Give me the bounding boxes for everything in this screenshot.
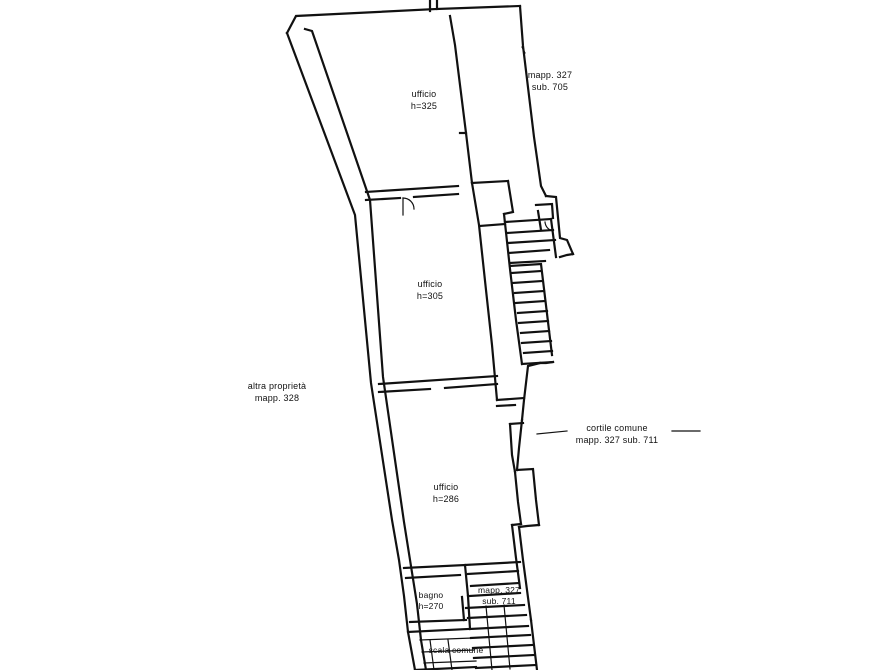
parcel-label-altra-proprieta-mapp: mapp. 328 (254, 393, 300, 403)
room-label-ufficio-2-height: h=305 (416, 291, 444, 301)
parcel-label-cortile-comune (576, 422, 659, 446)
room-label-ufficio-1-name: ufficio (411, 89, 437, 99)
room-label-ufficio-3-height: h=286 (432, 494, 460, 504)
parcel-label-altra-proprieta (248, 380, 307, 404)
room-label-ufficio-2 (417, 278, 443, 302)
room-label-bagno-name: bagno (418, 590, 444, 600)
parcel-label-cortile-comune-name: cortile comune (586, 423, 648, 433)
parcel-label-cortile-comune-mapp: mapp. 327 sub. 711 (575, 435, 659, 445)
parcel-label-mapp-327-sub-705 (528, 69, 572, 93)
room-label-ufficio-1-height: h=325 (410, 101, 438, 111)
area-label-scala-comune (429, 645, 484, 656)
parcel-label-mapp-327-sub-711-mapp: mapp. 327 (478, 585, 520, 595)
room-label-ufficio-3-name: ufficio (433, 482, 459, 492)
room-label-ufficio-3 (433, 481, 459, 505)
room-label-ufficio-1 (411, 88, 437, 112)
parcel-label-altra-proprieta-name: altra proprietà (247, 381, 307, 391)
area-label-scala-comune-name: scala comune (428, 645, 484, 655)
parcel-label-mapp-327-sub-705-sub: sub. 705 (531, 82, 569, 92)
parcel-label-mapp-327-sub-711-sub: sub. 711 (482, 596, 516, 606)
room-label-bagno-height: h=270 (418, 601, 444, 611)
room-label-ufficio-2-name: ufficio (417, 279, 443, 289)
parcel-label-mapp-327-sub-705-mapp: mapp. 327 (527, 70, 573, 80)
room-label-bagno (419, 590, 444, 612)
parcel-label-mapp-327-sub-711 (478, 585, 520, 607)
